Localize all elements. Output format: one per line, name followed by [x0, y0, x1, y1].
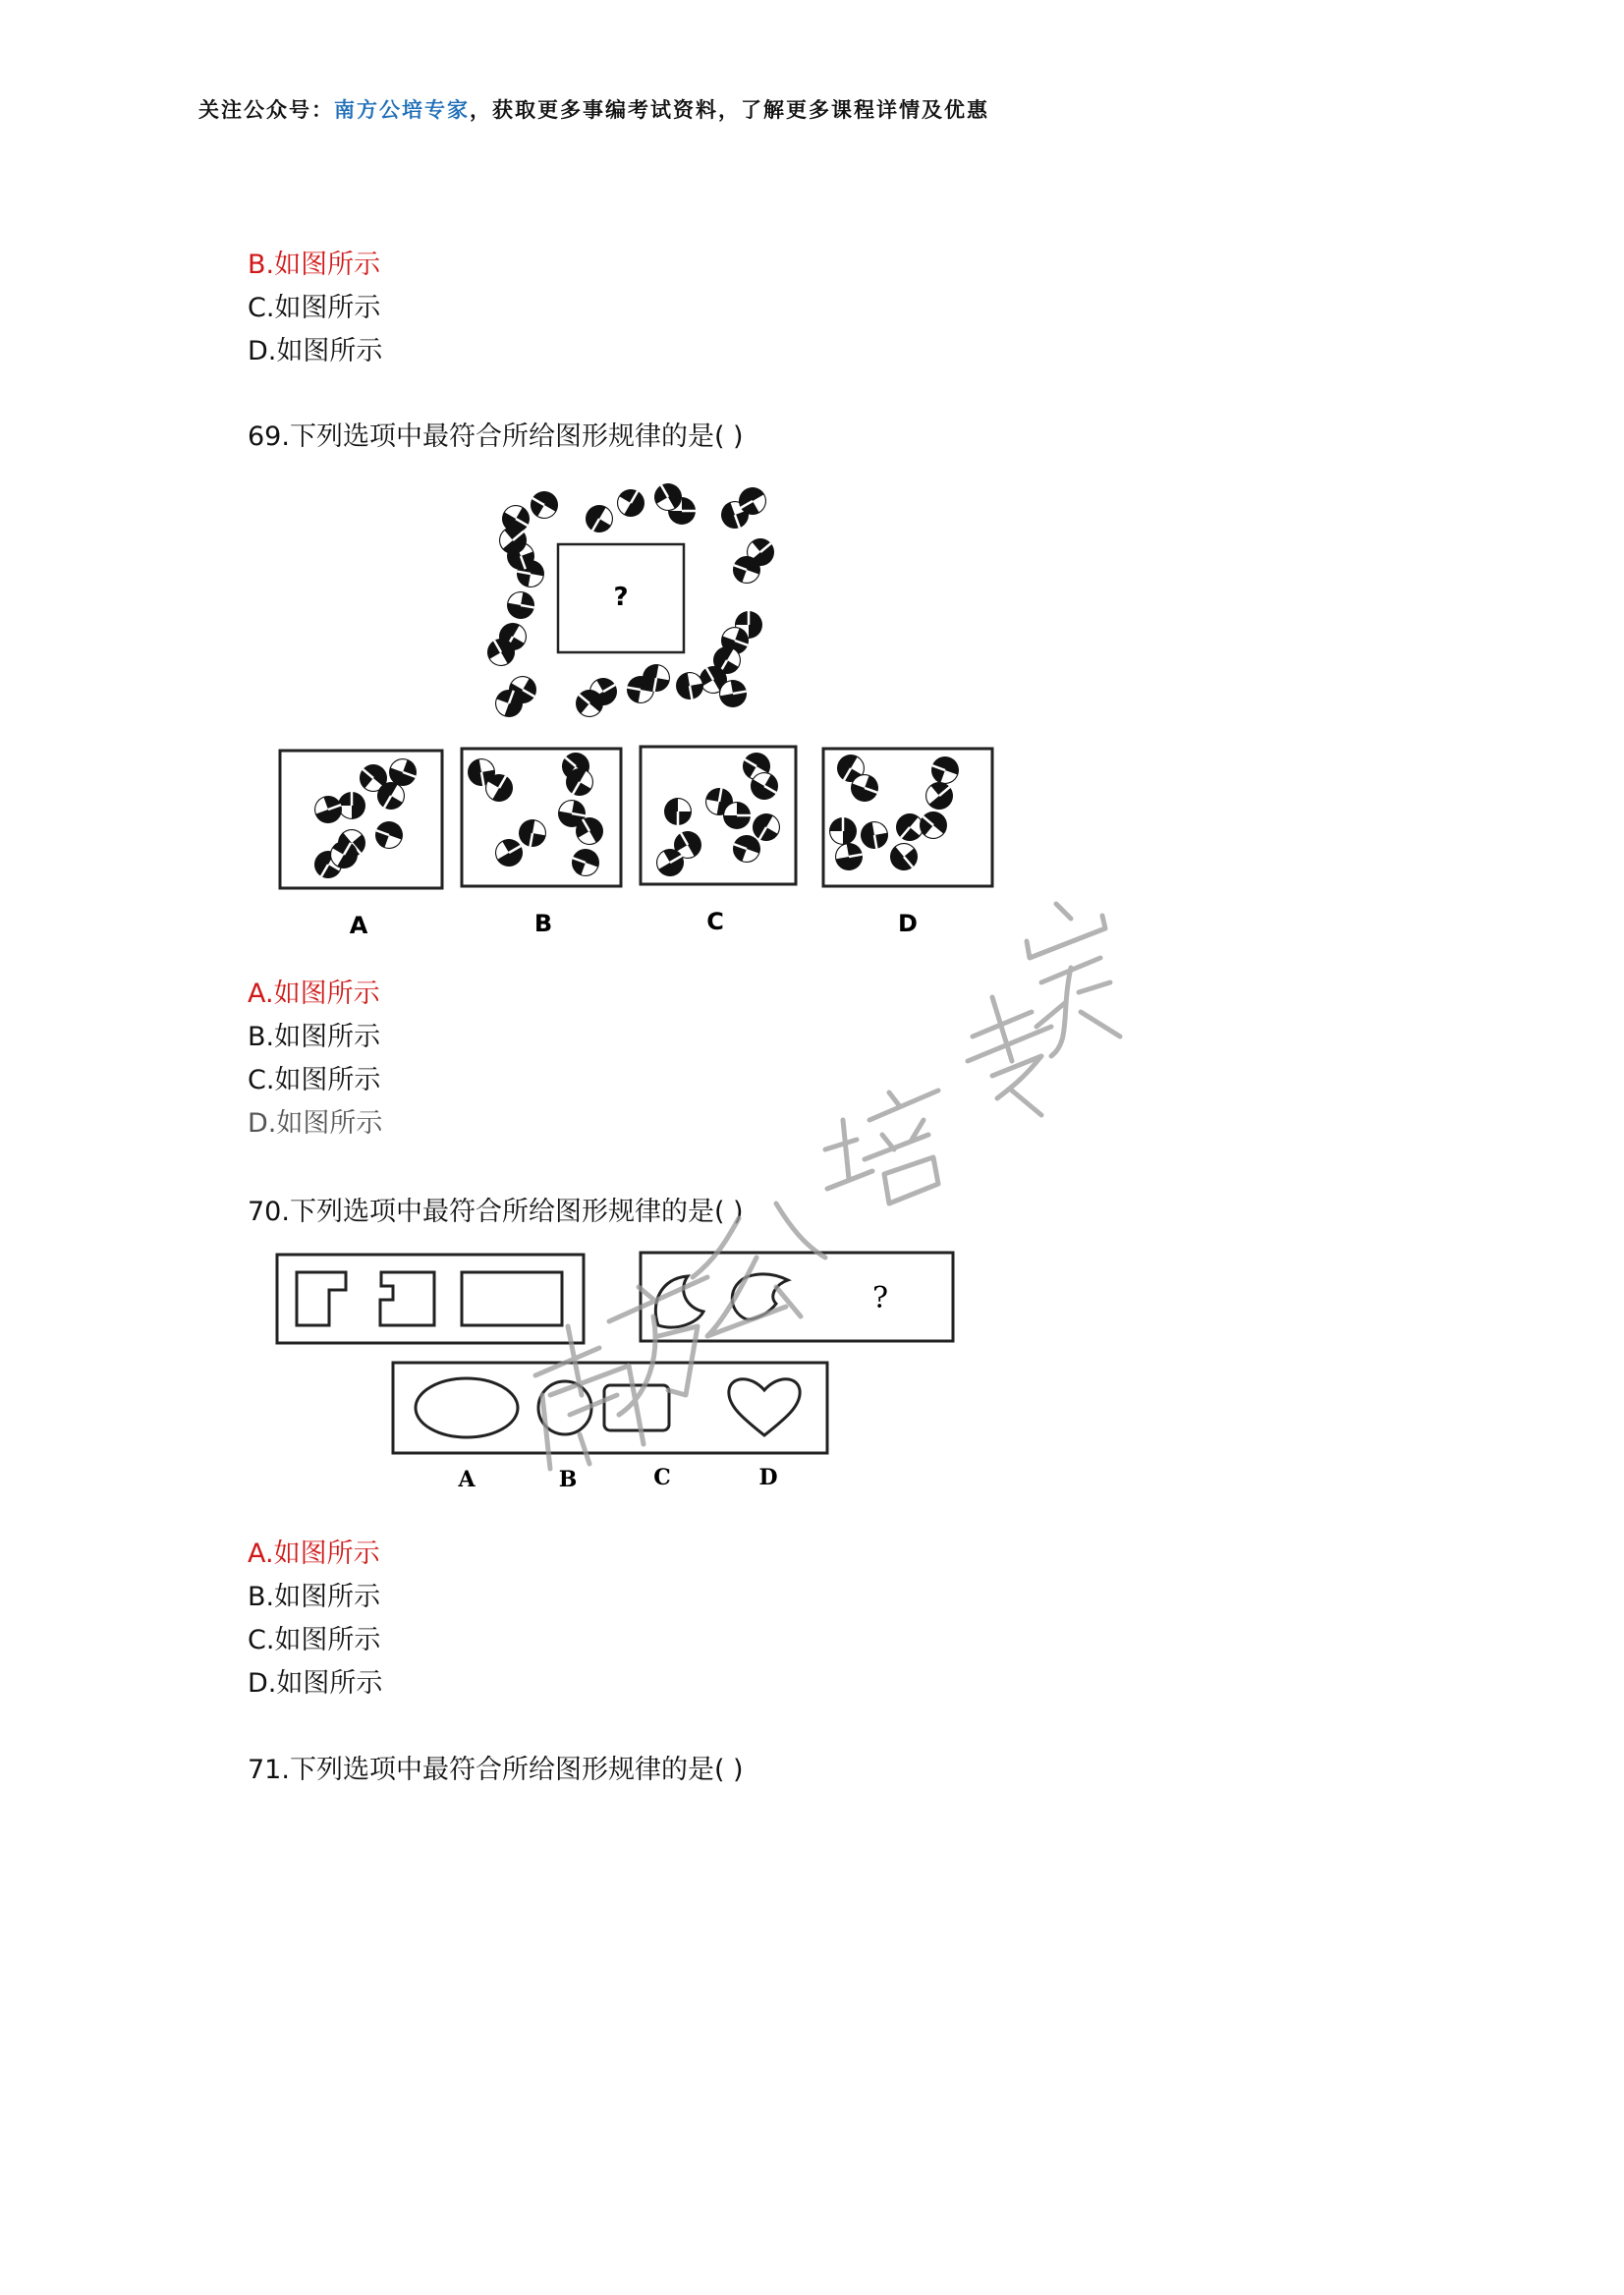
q69-option-a[interactable]: A.如图所示 — [248, 979, 380, 1009]
q70-shape-rectangle — [462, 1272, 562, 1325]
question-70-options — [248, 1533, 382, 1706]
page-header — [198, 94, 989, 124]
pie-circle-icon — [612, 484, 649, 522]
pie-circle-icon — [723, 802, 751, 829]
question-71-title: 71.下列选项中最符合所给图形规律的是( ) — [248, 1755, 744, 1785]
header-suffix: ，获取更多事编考试资料，了解更多课程详情及优惠 — [470, 98, 989, 122]
q69-pattern-ring — [482, 478, 780, 723]
q70-question-mark: ? — [871, 1281, 889, 1315]
pie-circle-icon — [833, 841, 865, 872]
pie-circle-icon — [859, 819, 890, 851]
pie-circle-icon — [517, 817, 548, 849]
q70-option-c-rounded-rect[interactable] — [604, 1385, 669, 1430]
q70-option-d-heart[interactable] — [729, 1379, 800, 1435]
q70-right-panel — [641, 1253, 953, 1341]
question-69-options — [248, 973, 382, 1146]
q70-option-b[interactable]: B.如图所示 — [248, 1582, 381, 1612]
pie-circle-icon — [310, 792, 346, 827]
q69-question-mark: ? — [613, 583, 629, 612]
pie-circle-icon — [664, 798, 692, 825]
q69-label-b: B — [533, 910, 553, 937]
q70-option-c[interactable]: C.如图所示 — [248, 1625, 381, 1655]
pie-circle-icon — [568, 845, 603, 880]
q69-option-c-panel[interactable] — [641, 747, 796, 884]
q70-left-panel — [277, 1255, 584, 1343]
q69-option-a-panel[interactable] — [280, 751, 442, 888]
pie-circle-icon — [920, 776, 958, 814]
pie-circle-icon — [581, 500, 618, 537]
pie-circle-icon — [829, 817, 857, 845]
q70-label-d: D — [758, 1465, 778, 1490]
question-70-figure — [265, 1243, 982, 1508]
q70-shape-l-polygon — [297, 1272, 346, 1325]
q69-option-c[interactable]: C.如图所示 — [248, 1065, 381, 1095]
q70-option-a[interactable]: A.如图所示 — [248, 1539, 380, 1569]
q70-shape-notched-square — [380, 1272, 434, 1325]
q69-label-d: D — [898, 910, 918, 937]
prev-option-c[interactable]: C.如图所示 — [248, 293, 381, 323]
q69-option-b[interactable]: B.如图所示 — [248, 1022, 381, 1052]
q70-label-a: A — [458, 1467, 476, 1492]
pie-circle-icon — [927, 753, 963, 788]
pie-circle-icon — [505, 589, 536, 621]
q70-option-b-circle[interactable] — [538, 1381, 591, 1434]
q69-option-d[interactable]: D.如图所示 — [248, 1108, 383, 1139]
header-prefix: 关注公众号： — [198, 98, 334, 122]
pie-circle-icon — [338, 792, 365, 819]
q69-label-c: C — [706, 908, 724, 935]
q69-label-a: A — [349, 912, 368, 939]
prev-option-d[interactable]: D.如图所示 — [248, 336, 383, 366]
question-70-title: 70.下列选项中最符合所给图形规律的是( ) — [248, 1197, 744, 1227]
prev-option-b[interactable]: B.如图所示 — [248, 250, 381, 280]
pie-circle-icon — [371, 817, 407, 853]
q70-shape-crescent — [655, 1276, 703, 1327]
question-69-figure — [265, 472, 1041, 943]
q70-options-panel — [393, 1363, 827, 1453]
pie-circle-icon — [884, 837, 923, 875]
pie-circle-icon — [914, 806, 952, 844]
question-69-title: 69.下列选项中最符合所给图形规律的是( ) — [248, 421, 744, 452]
q69-option-d-panel[interactable] — [823, 749, 992, 886]
q70-option-a-ellipse[interactable] — [416, 1378, 518, 1437]
q70-option-d[interactable]: D.如图所示 — [248, 1668, 383, 1699]
header-brand: 南方公培专家 — [334, 98, 470, 122]
prev-question-options — [248, 244, 382, 373]
q70-label-c: C — [653, 1465, 671, 1490]
q69-option-b-panel[interactable] — [462, 747, 621, 886]
pie-circle-icon — [526, 486, 563, 524]
q70-label-b: B — [558, 1467, 578, 1492]
q70-shape-leaf — [732, 1274, 788, 1319]
